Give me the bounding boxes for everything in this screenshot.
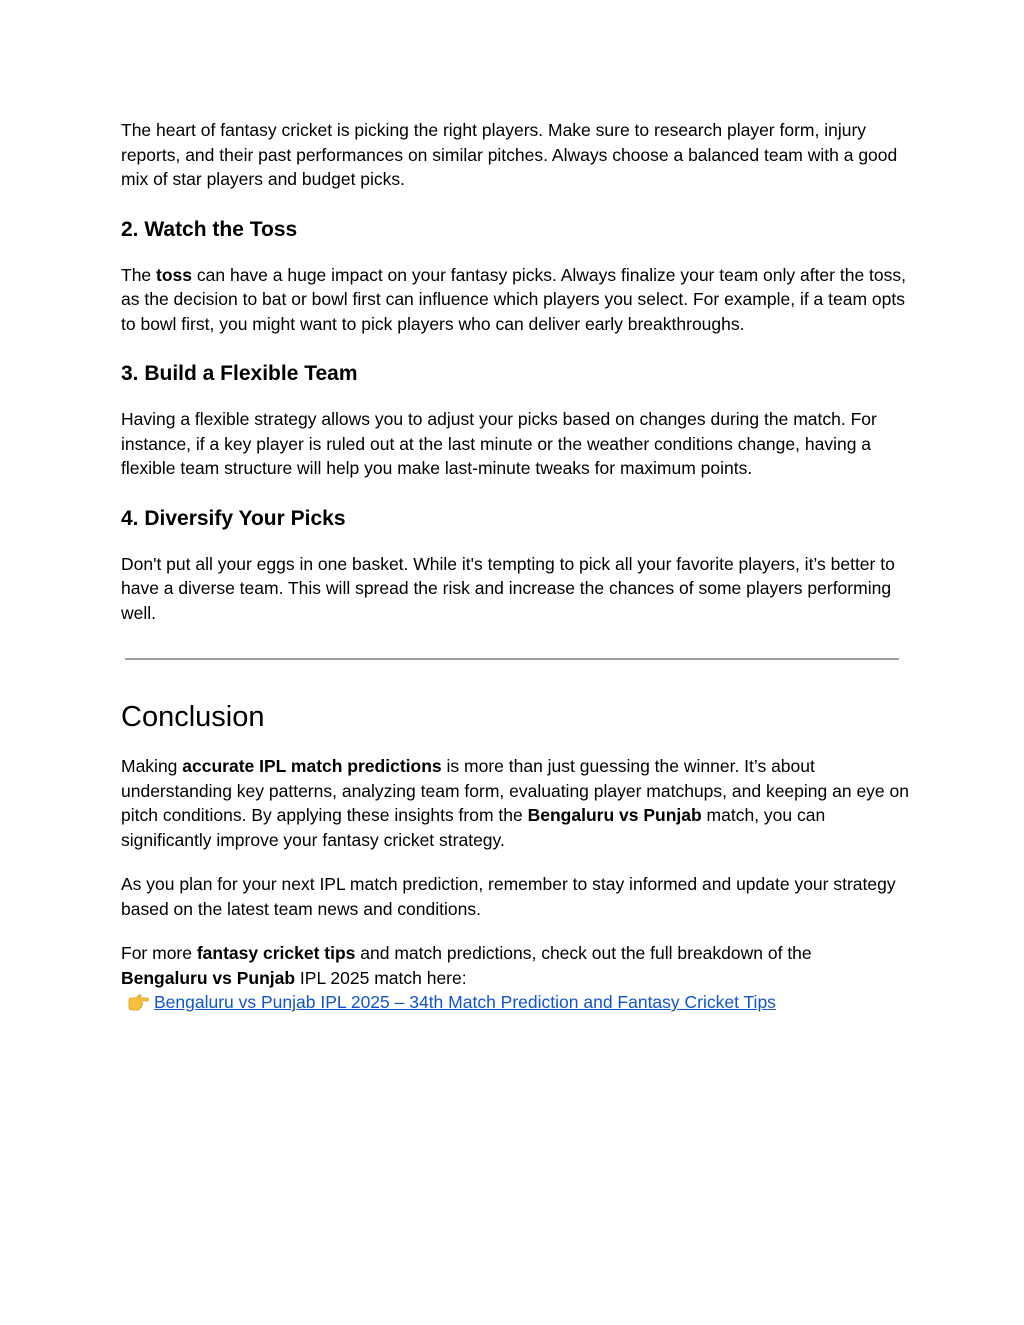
- section-4-paragraph: Don't put all your eggs in one basket. While it's tempting to pick all your favorite players, it’s better to have a diverse team. This will spread the risk and increase the chances of some players performing well.: [121, 553, 895, 623]
- text-run: can have a huge impact on your fantasy picks. Always finalize your team only after the toss, as the decision to bat or bowl first can influence which players you select. For example, if a team opts to bowl first, you might want to pick players who can deliver early breakthroughs.: [121, 264, 906, 334]
- bold-text: fantasy cricket tips: [196, 943, 356, 963]
- pointing-right-hand-icon: [127, 993, 149, 1011]
- section-2-paragraph: [121, 263, 911, 337]
- text-run: match, you can significantly improve your fantasy cricket strategy.: [121, 805, 826, 850]
- intro-paragraph: The heart of fantasy cricket is picking the right players. Make sure to research player form, injury reports, and their past performances on similar pitches. Always choose a balanced team with a good mix of star players and budget picks.: [121, 120, 898, 189]
- conclusion-paragraph-3: [121, 941, 911, 1015]
- text-run: IPL 2025 match here:: [295, 967, 467, 988]
- match-prediction-link[interactable]: Bengaluru vs Punjab IPL 2025 – 34th Match Prediction and Fantasy Cricket Tips: [154, 992, 776, 1012]
- bold-text: Bengaluru vs Punjab: [527, 805, 702, 825]
- text-run: The: [121, 264, 157, 285]
- text-run: Making: [121, 756, 183, 776]
- bold-text-toss: toss: [156, 264, 193, 285]
- section-3-heading: 3. Build a Flexible Team: [121, 362, 358, 385]
- bold-text: Bengaluru vs Punjab: [121, 967, 296, 988]
- conclusion-paragraph-1: [121, 754, 911, 852]
- text-run: is more than just guessing the winner. It’s about understanding key patterns, analyzing team form, evaluating player matchups, and keeping an eye on pitch conditions. By applying these insights from the: [121, 756, 909, 825]
- text-run: and match predictions, check out the full breakdown of the: [355, 943, 812, 963]
- conclusion-paragraph-2: As you plan for your next IPL match prediction, remember to stay informed and update your strategy based on the latest team news and conditions.: [121, 874, 896, 919]
- text-run: For more: [121, 943, 197, 963]
- document-page: [121, 118, 911, 1015]
- section-4-heading: 4. Diversify Your Picks: [121, 506, 346, 530]
- section-2-heading: 2. Watch the Toss: [121, 217, 298, 241]
- conclusion-heading: Conclusion: [121, 701, 265, 733]
- section-3-paragraph: Having a flexible strategy allows you to adjust your picks based on changes during the match. For instance, if a key player is ruled out at the last minute or the weather conditions change, having a flexible team structure will help you make last-minute tweaks for maximum points.: [121, 409, 877, 478]
- bold-text: accurate IPL match predictions: [182, 756, 442, 776]
